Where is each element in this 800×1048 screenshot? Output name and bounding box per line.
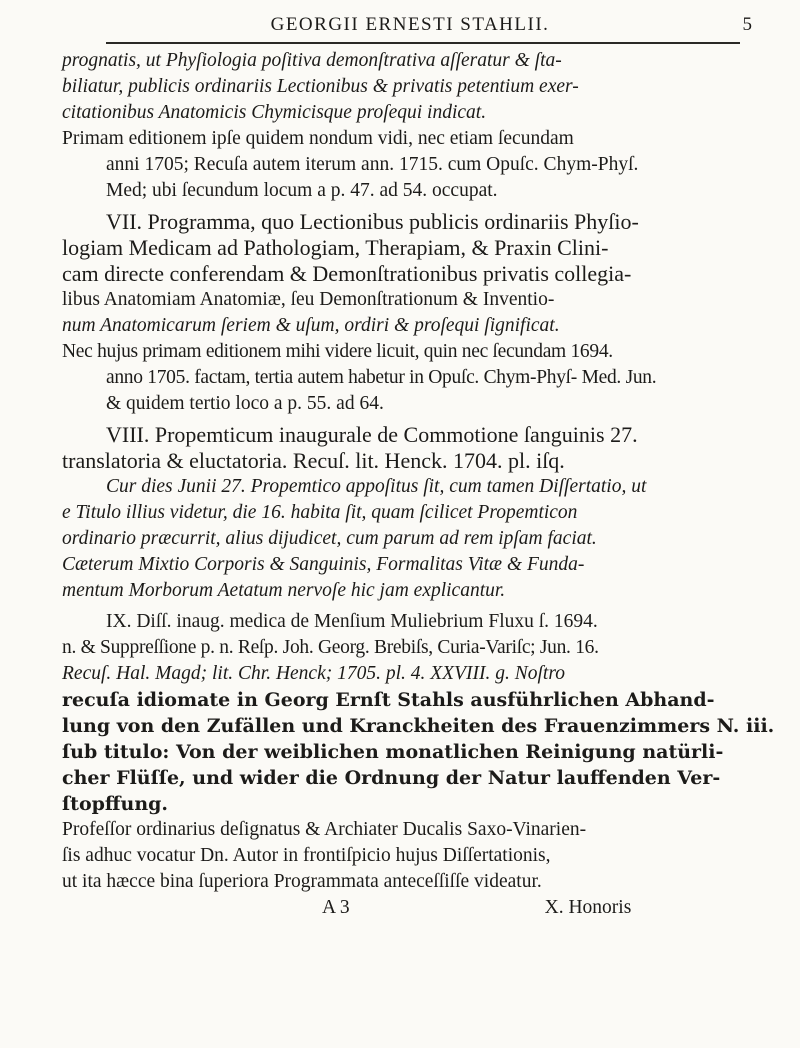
text-line: prognatis, ut Phyſiologia poſitiva demonſtrativa aſſeratur & ſta-	[62, 50, 562, 71]
text-line: anni 1705; Recuſa autem iterum ann. 1715. cum Opuſc. Chym-Phyſ.	[106, 154, 639, 175]
text-line: num Anatomicarum ſeriem & uſum, ordiri & proſequi ſignificat.	[62, 315, 560, 336]
text-line: anno 1705. factam, tertia autem habetur in Opuſc. Chym-Phyſ- Med. Jun.	[106, 367, 657, 388]
text-line: translatoria & eluctatoria. Recuſ. lit. Henck. 1704. pl. iſq.	[62, 448, 565, 473]
header-rule	[106, 42, 740, 44]
text-line: logiam Medicam ad Pathologiam, Therapiam, & Praxin Clini-	[62, 235, 609, 260]
text-line: Med; ubi ſecundum locum a p. 47. ad 54. occupat.	[106, 180, 498, 201]
text-line: mentum Morborum Aetatum nervoſe hic jam explicantur.	[62, 580, 506, 601]
section-viii-heading: VIII. Propemticum inaugurale de Commotione ſanguinis 27.	[106, 422, 638, 447]
page-number: 5	[742, 14, 752, 35]
text-line: libus Anatomiam Anatomiæ, ſeu Demonſtrationum & Inventio-	[62, 289, 555, 310]
text-line: Cæterum Mixtio Corporis & Sanguinis, Formalitas Vitæ & Funda-	[62, 554, 585, 575]
text-line: & quidem tertio loco a p. 55. ad 64.	[106, 393, 384, 414]
section-ix-heading: IX. Diſſ. inaug. medica de Menſium Muliebrium Fluxu ſ. 1694.	[106, 611, 598, 632]
text-line: Primam editionem ipſe quidem nondum vidi, nec etiam ſecundam	[62, 128, 574, 149]
text-line: Nec hujus primam editionem mihi videre licuit, quin nec ſecundam 1694.	[62, 341, 613, 362]
text-line: ut ita hæcce bina ſuperiora Programmata anteceſſiſſe videatur.	[62, 871, 542, 892]
section-vii-heading: VII. Programma, quo Lectionibus publicis ordinariis Phyſio-	[106, 209, 639, 234]
signature-and-catchword: A 3 X. Honoris	[322, 897, 632, 918]
text-line: ſis adhuc vocatur Dn. Autor in frontiſpicio hujus Diſſertationis,	[62, 845, 551, 866]
page-header	[60, 10, 760, 46]
text-line: ſub titulo: Von der weiblichen monatlichen Reinigung natürli-	[62, 741, 724, 763]
text-line: n. & Suppreſſione p. n. Reſp. Joh. Georg. Brebiſs, Curia-Variſc; Jun. 16.	[62, 637, 599, 658]
text-line: lung von den Zufällen und Kranckheiten des Frauenzimmers N. iii.	[62, 715, 775, 737]
text-line: Cur dies Junii 27. Propemtico appoſitus ſit, cum tamen Diſſertatio, ut	[106, 476, 647, 497]
text-line: cher Flüſſe, und wider die Ordnung der Natur lauffenden Ver-	[62, 767, 721, 789]
text-line: Recuſ. Hal. Magd; lit. Chr. Henck; 1705. pl. 4. XXVIII. g. Noſtro	[62, 663, 565, 684]
text-line: recuſa idiomate in Georg Ernſt Stahls ausführlichen Abhand-	[62, 689, 715, 711]
text-line: e Titulo illius videtur, die 16. habita ſit, quam ſcilicet Propemticon	[62, 502, 578, 523]
text-line: ſtopffung.	[62, 793, 169, 815]
running-title: GEORGII ERNESTI STAHLII.	[270, 14, 550, 35]
text-line: ordinario præcurrit, alius dijudicet, cum parum ad rem ipſam faciat.	[62, 528, 597, 549]
text-line: cam directe conferendam & Demonſtrationibus privatis collegia-	[62, 261, 632, 286]
text-line: citationibus Anatomicis Chymicisque proſequi indicat.	[62, 102, 487, 123]
text-line: biliatur, publicis ordinariis Lectionibus & privatis petentium exer-	[62, 76, 579, 97]
text-line: Profeſſor ordinarius deſignatus & Archiater Ducalis Saxo-Vinarien-	[62, 819, 587, 840]
page-body	[62, 48, 775, 921]
